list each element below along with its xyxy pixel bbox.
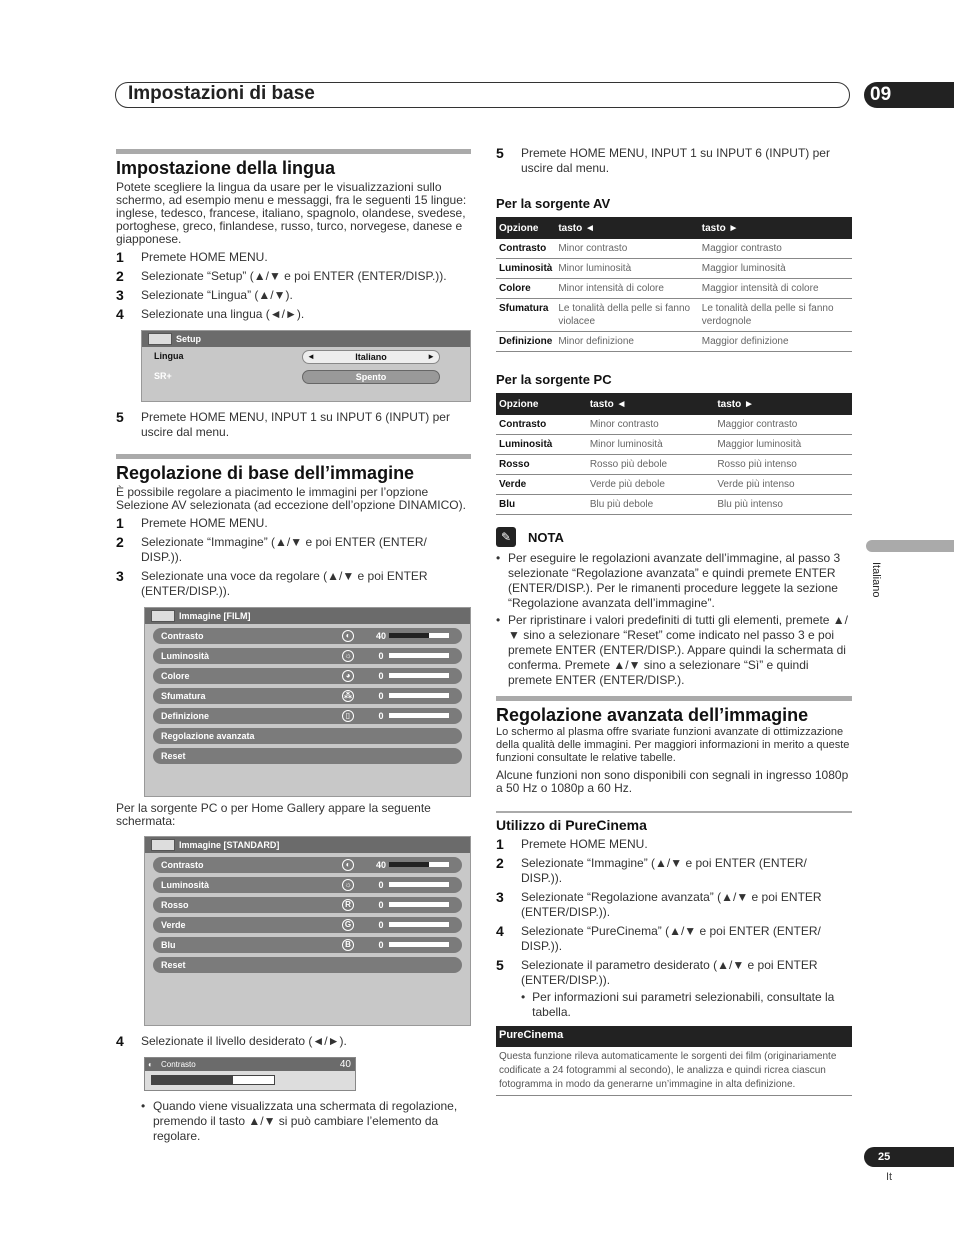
level-bar[interactable] [389,902,449,907]
contrast-slider[interactable] [151,1075,275,1085]
table-header: tasto ► [714,393,852,415]
nota-item: • Per eseguire le regolazioni avanzate dell’immagine, al passo 3 selezionate “Regolazione avanzata” e quindi premete ENTER (ENTER/DISP.). Per le rimanenti procedure leggete la sezione “Regolazione avanzata dell’immagine”. [496,551,841,610]
table-header: Opzione [496,393,587,415]
heading-base: Regolazione di base dell’immagine [116,463,415,483]
section-rule [496,696,852,701]
level-bar[interactable] [389,862,449,867]
step: 2 Selezionate “Immagine” (▲/▼ e poi ENTER (ENTER/ DISP.)). [496,855,807,885]
osd-row[interactable]: Contrasto ◐ 40 [153,857,462,873]
purecinema-table-text: Questa funzione rileva automaticamente le sorgenti dei film (originariamente codificate a 24 fotogrammi al secondo), le analizza e quindi ricrea ciascun fotogramma in modo da generarne un’immagine in alta definizione. [496,1047,852,1096]
osd-row[interactable]: Contrasto ◐ 40 [153,628,462,644]
setting-icon: ▯ [342,710,354,722]
adv-intro2: Alcune funzioni non sono disponibili con segnali in ingresso 1080p a 50 Hz o 1080p a 60 Hz. [496,768,849,795]
arrow-left-icon[interactable]: ◄ [307,352,315,361]
section-rule [116,454,471,459]
contrast-icon: ◐ [148,1060,153,1069]
page-title: Impostazioni di base [128,83,315,104]
mini-title: ◐ Contrasto 40 [145,1058,355,1071]
level-bar[interactable] [389,713,449,718]
note-icon: ✎ [496,527,516,547]
level-bar[interactable] [389,633,449,638]
heading-advanced: Regolazione avanzata dell’immagine [496,705,809,725]
setting-icon: G [342,919,354,931]
setting-icon: ◐ [342,859,354,871]
level-bar[interactable] [389,942,449,947]
right-step5: 5 Premete HOME MENU, INPUT 1 su INPUT 6 (INPUT) per uscire dal menu. [496,145,830,175]
step: 3 Selezionate “Lingua” (▲/▼). [116,287,293,303]
nota-header: ✎ NOTA [496,527,852,547]
table-header: tasto ◄ [555,217,698,239]
section-rule [116,149,471,154]
level-bar[interactable] [389,673,449,678]
heading-lingua: Impostazione della lingua [116,158,336,178]
base-steps [116,516,471,599]
setting-icon: ◕ [342,670,354,682]
osd-title: Setup [142,331,470,347]
osd-row[interactable]: Reset [153,957,462,973]
setting-icon: ☼ [342,879,354,891]
sr-selector[interactable]: Spento [302,370,440,384]
lingua-intro: Potete scegliere la lingua da usare per le visualizzazioni sullo schermo, ad esempio menu e messaggi, fra le seguenti 15 lingue: inglese, tedesco, francese, italiano, spagnolo, olandese, svedese, portoghese, greco, finlandese, russo, turco, norvegese, danese e giapponese. [116,180,467,246]
immagine-film-osd [144,607,471,797]
picture-icon [151,839,175,851]
step: 1 Premete HOME MENU. [116,249,268,265]
osd-row[interactable]: Regolazione avanzata [153,728,462,744]
osd-row[interactable]: Definizione ▯ 0 [153,708,462,724]
level-bar[interactable] [389,882,449,887]
contrast-mini-osd [144,1057,356,1091]
setting-icon: ◐ [342,630,354,642]
nota-list [496,551,852,688]
table-row: Contrasto Minor contrasto Maggior contrasto [496,239,852,259]
osd-row[interactable]: Colore ◕ 0 [153,668,462,684]
osd-row[interactable]: Luminosità ☼ 0 [153,648,462,664]
av-heading: Per la sorgente AV [496,196,611,211]
setting-icon: ☼ [342,650,354,662]
osd-row[interactable]: Luminosità ☼ 0 [153,877,462,893]
immagine-standard-osd [144,836,471,1026]
osd-title: Immagine [FILM] [145,608,470,624]
osd-row[interactable]: Verde G 0 [153,917,462,933]
table-row: Colore Minor intensità di colore Maggior intensità di colore [496,279,852,299]
purecinema-steps [496,837,852,988]
table-row: Verde Verde più debole Verde più intenso [496,475,852,495]
osd-row-sr[interactable]: SR+ Spento [142,367,470,387]
osd-row[interactable]: Sfumatura ⁂ 0 [153,688,462,704]
osd-row[interactable]: Blu B 0 [153,937,462,953]
base-bullet: • Quando viene visualizzata una schermata di regolazione, premendo il tasto ▲/▼ si può cambiare l’elemento da regolare. [141,1099,458,1143]
nota-item: • Per ripristinare i valori predefiniti di tutti gli elementi, premete ▲/▼ sino a selezionare “Reset” come indicato nel passo 3 e poi premete ENTER (ENTER/DISP.). Appare quindi la schermata di conferma. Premete ▲/▼ sino a selezionare “Sì” e quindi premete ENTER (ENTER/DISP.). [496,613,849,687]
purecinema-heading: Utilizzo di PureCinema [496,817,647,833]
table-row: Luminosità Minor luminosità Maggior luminosità [496,435,852,455]
side-tab [866,540,954,552]
lingua-steps [116,250,471,322]
base-intro: È possibile regolare a piacimento le immagini per l’opzione Selezione AV selezionata (ad eccezione dell’opzione DINAMICO). [116,485,466,512]
step: 4 Selezionate “PureCinema” (▲/▼ e poi ENTER (ENTER/ DISP.)). [496,923,821,953]
table-row: Definizione Minor definizione Maggior definizione [496,332,852,352]
step: 2 Selezionate “Setup” (▲/▼ e poi ENTER (ENTER/DISP.)). [116,268,447,284]
page-number: 25 [864,1147,954,1167]
page-lang: It [886,1171,893,1183]
table-row: Rosso Rosso più debole Rosso più intenso [496,455,852,475]
osd-title: Immagine [STANDARD] [145,837,470,853]
lingua-step5: 5 Premete HOME MENU, INPUT 1 su INPUT 6 (INPUT) per uscire dal menu. [116,409,450,439]
step: 3 Selezionate una voce da regolare (▲/▼ e poi ENTER (ENTER/DISP.)). [116,568,428,598]
step: 2 Selezionate “Immagine” (▲/▼ e poi ENTER (ENTER/ DISP.)). [116,534,427,564]
table-header: tasto ► [699,217,852,239]
table-row: Blu Blu più debole Blu più intenso [496,495,852,515]
pc-note: Per la sorgente PC o per Home Gallery appare la seguente schermata: [116,801,431,828]
step: 4 Selezionate una lingua (◄/►). [116,306,305,322]
purecinema-bullet: • Per informazioni sui parametri selezionabili, consultate la tabella. [521,990,835,1019]
setting-icon: R [342,899,354,911]
chapter-number: 09 [864,82,954,108]
pc-table [496,393,852,515]
table-row: Contrasto Minor contrasto Maggior contrasto [496,415,852,435]
osd-row[interactable]: Reset [153,748,462,764]
table-header: tasto ◄ [587,393,714,415]
osd-row-lingua[interactable]: Lingua ◄ Italiano ► [142,347,470,367]
pc-heading: Per la sorgente PC [496,372,612,387]
level-bar[interactable] [389,653,449,658]
arrow-right-icon[interactable]: ► [427,352,435,361]
setting-icon: B [342,939,354,951]
purecinema-table-head: PureCinema [496,1026,852,1047]
table-header: Opzione [496,217,555,239]
setting-icon: ⁂ [343,691,353,700]
step: 1 Premete HOME MENU. [496,836,648,852]
left-column [116,149,471,1144]
av-table [496,217,852,352]
table-row: Luminosità Minor luminosità Maggior luminosità [496,259,852,279]
step: 3 Selezionate “Regolazione avanzata” (▲/▼ e poi ENTER (ENTER/DISP.)). [496,889,822,919]
adv-intro: Lo schermo al plasma offre svariate funzioni avanzate di ottimizzazione della qualità delle immagini. Per maggiori informazioni in merito a queste funzioni consultate le relative tabelle. [496,726,850,764]
step: 1 Premete HOME MENU. [116,515,268,531]
picture-icon [151,610,175,622]
section-rule [496,811,852,813]
right-column [496,146,852,1096]
osd-row[interactable]: Rosso R 0 [153,897,462,913]
table-row: Sfumatura Le tonalità della pelle si fanno violacee Le tonalità della pelle si fanno verdognole [496,299,852,332]
setup-icon [148,333,172,345]
level-bar[interactable] [389,693,449,698]
base-step4: 4 Selezionate il livello desiderato (◄/►). [116,1033,347,1049]
step: 5 Selezionate il parametro desiderato (▲/▼ e poi ENTER (ENTER/DISP.)). [496,957,818,987]
setup-osd [141,330,471,402]
side-tab-label: Italiano [870,562,882,598]
lingua-selector[interactable]: ◄ Italiano ► [302,350,440,364]
level-bar[interactable] [389,922,449,927]
